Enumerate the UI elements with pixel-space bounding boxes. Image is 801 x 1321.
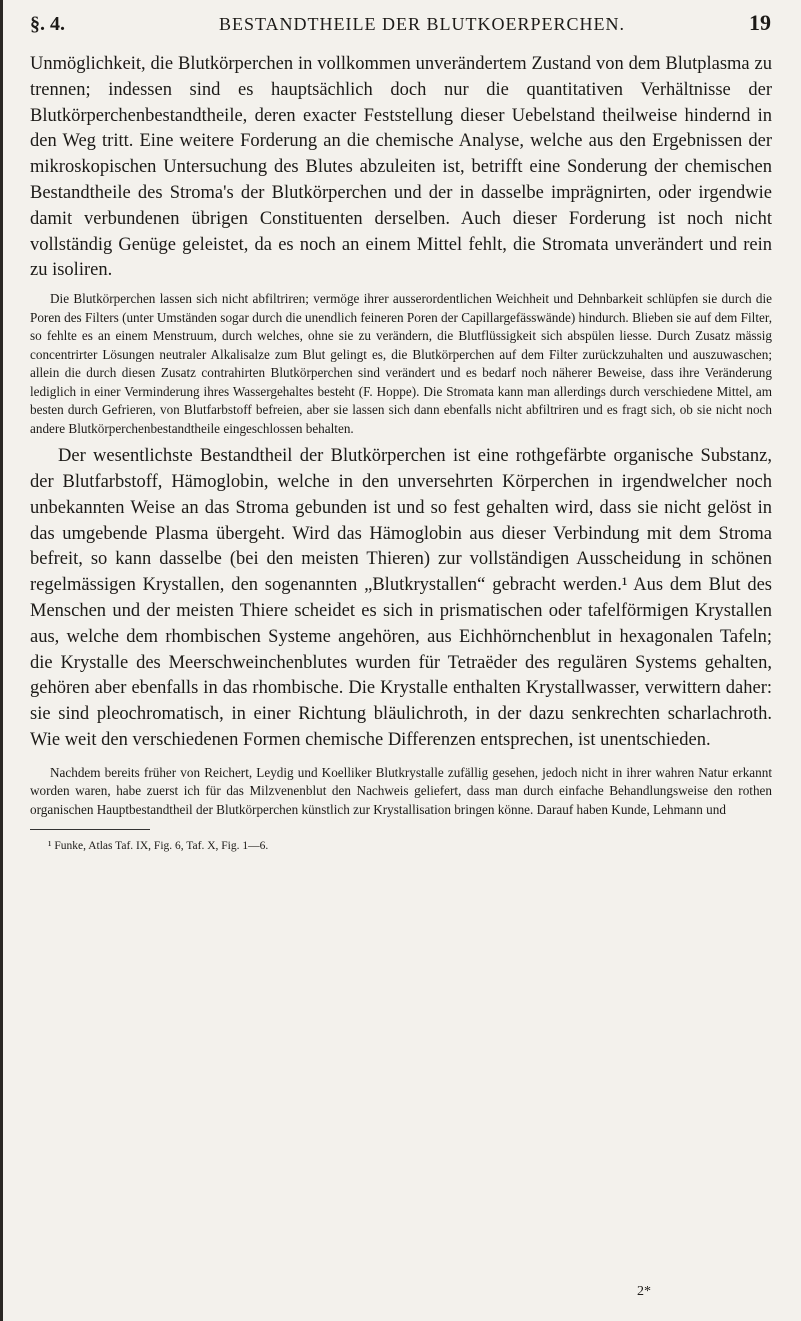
small-print-note: Nachdem bereits früher von Reichert, Leydig und Koelliker Blutkrystalle zufällig gesehen, jedoch nicht in ihrer wahren Natur erkannt worden waren, habe zuerst ich für das Milzvenenblut den Nachweis geliefert, dass man durch einfache Behandlungsweise den rothen organischen Hauptbestandtheil der Blutkörperchen künstlich zur Krystallisation bringen könne. Darauf haben Kunde, Lehmann und [30, 764, 772, 817]
page-number: 19 [749, 10, 771, 35]
paragraph-2: Der wesentlichste Bestandtheil der Blutkörperchen ist eine rothgefärbte organische Substanz, der Blutfarbstoff, Hämoglobin, welche in den unversehrten Körperchen in irgendwelcher noch unbekannten Weise an das Stroma gebunden ist und so fest gehalten wird, dass sie nicht gelöst in das umgebende Plasma übergeht. Wird das Hämoglobin aus dieser Verbindung mit dem Stroma befreit, so kann dasselbe (bei den meisten Thieren) zur vollständigen Ausscheidung in schönen regelmässigen Krystallen, den sogenannten „Blutkrystallen“ gebracht werden.¹ Aus dem Blut des Menschen und der meisten Thiere scheidet es sich in prismatischen oder tafelförmigen Krystallen aus, welche dem rhombischen Systeme angehören, aus Eichhörnchenblut in hexagonalen Tafeln; die Krystalle des Meerschweinchenblutes wurden für Tetraëder des regulären Systems gehalten, gehören aber ebenfalls in das rhombische. Die Krystalle enthalten Krystallwasser, verwittern daher: sie sind pleochromatisch, in einer Richtung bläulichroth, in der dazu senkrechten scharlachroth. Wie weit den verschiedenen Formen chemische Differenzen entsprechen, ist unentschieden. [30, 446, 772, 750]
footnote: ¹ Funke, Atlas Taf. IX, Fig. 6, Taf. X, Fig. 1—6. [48, 840, 269, 853]
section-number: §. 4. [30, 13, 65, 35]
running-header [30, 10, 771, 36]
running-title: BESTANDTHEILE DER BLUTKOERPERCHEN. [218, 14, 626, 34]
footnote-rule [30, 829, 150, 830]
page-edge [0, 0, 3, 1321]
small-print-paragraph: Die Blutkörperchen lassen sich nicht abfiltriren; vermöge ihrer ausserordentlichen Weichheit und Dehnbarkeit schlüpfen sie durch die Poren des Filters (unter Umständen sogar durch die unendlich feineren Poren der Capillargefässwände) hindurch. Blieben sie auf dem Filter, so fehlte es an einem Menstruum, durch welches, ohne sie zu verändern, die Blutflüssigkeit sich abspülen liesse. Durch Zusatz mässig concentrirter Lösungen neutraler Alkalisalze zum Blut gelingt es, die Blutkörperchen auf dem Filter zurückzuhalten und auszuwaschen; allein die durch diesen Zusatz contrahirten Blutkörperchen sind verändert und es bedarf noch näherer Beweise, dass ihre Veränderung lediglich in einer Verminderung ihres Wassergehaltes besteht (F. Hoppe). Die Stromata kann man allerdings durch verschiedene Mittel, am besten durch Gefrieren, von Blutfarbstoff befreien, aber sie lassen sich dann ebenfalls nicht abfiltriren und es fragt sich, ob sie nicht noch andere Blutkörperchenbestandtheile eingeschlossen behalten. [30, 291, 772, 436]
paragraph-1: Unmöglichkeit, die Blutkörperchen in vollkommen unverändertem Zustand von dem Blutplasma zu trennen; indessen sind es hauptsächlich doch nur die quantitativen Verhältnisse der Blutkörperchenbestandtheile, deren exacter Feststellung dieser Uebelstand theilweise hindernd in den Weg tritt. Eine weitere Forderung an die chemische Analyse, welche aus den Ergebnissen der mikroskopischen Untersuchung des Blutes abzuleiten ist, betrifft eine Sonderung der chemischen Bestandtheile des Stroma's der Blutkörperchen und der in dasselbe imprägnirten, oder irgendwie damit verbundenen übrigen Constituenten derselben. Auch dieser Forderung ist noch nicht vollständig Genüge geleistet, da es noch an einem Mittel fehlt, die Stromata unverändert und rein zu isoliren. [30, 54, 772, 281]
signature-mark: 2* [637, 1284, 651, 1299]
page-body [30, 52, 772, 854]
